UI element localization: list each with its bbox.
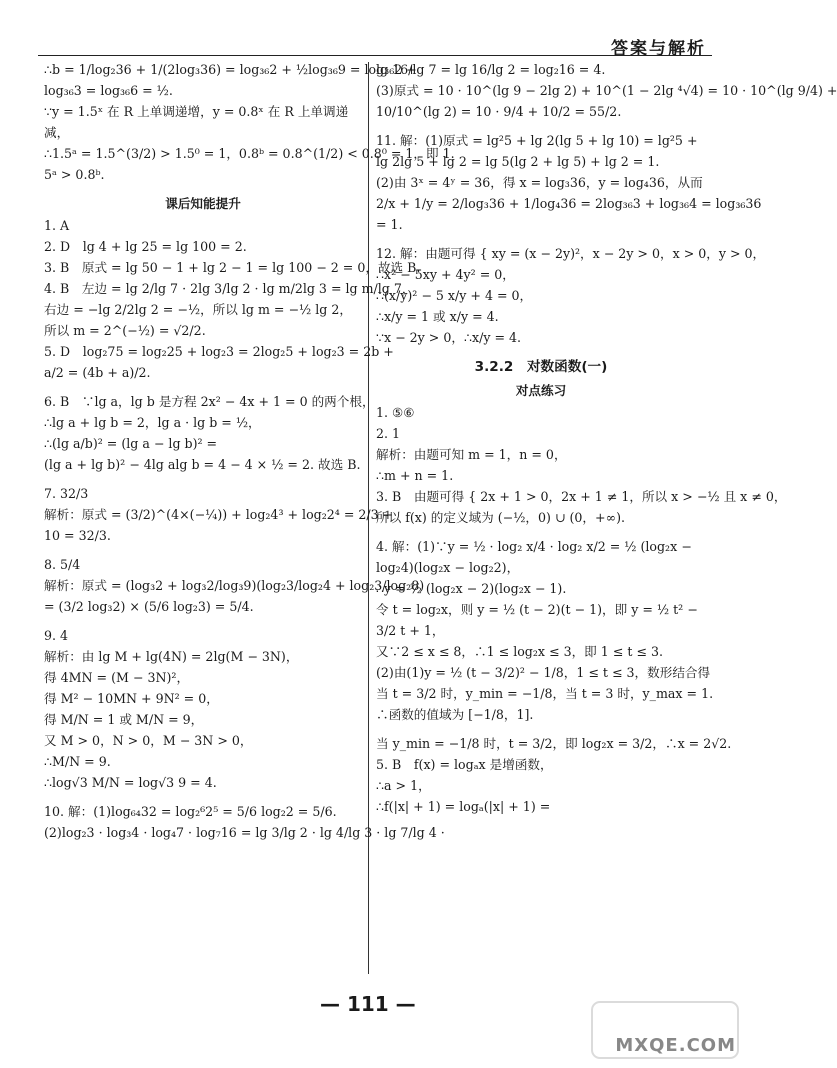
left-line: ∴b = 1/log₂36 + 1/(2log₃36) = log₃₆2 + ½log₃₆9 = log₃₆2 + <box>44 62 417 77</box>
left-line: ∴(lg a/b)² = (lg a − lg b)² = <box>44 436 218 451</box>
right-line: 当 t = 3/2 时，y_min = −1/8，当 t = 3 时，y_max = 1. <box>376 686 714 701</box>
watermark-text: MXQE.COM <box>615 1035 736 1056</box>
right-line: (2)由 3ˣ = 4ʸ = 36，得 x = log₃36，y = log₄36，从而 <box>376 175 703 190</box>
right-line: ∵x − 2y > 0，∴x/y = 4. <box>376 330 522 345</box>
left-line: 9. 4 <box>44 628 69 643</box>
right-column <box>376 62 837 820</box>
left-line: 10. 解：(1)log₆₄32 = log₂⁶2⁵ = 5/6 log₂2 = 5/6. <box>44 804 337 819</box>
right-line: 令 t = log₂x，则 y = ½ (t − 2)(t − 1)，即 y = ½ t² − <box>376 602 698 617</box>
left-line: 5ᵃ > 0.8ᵇ. <box>44 167 105 182</box>
right-line: ∴函数的值域为 [−1/8，1]. <box>376 707 534 722</box>
right-line: 又∵2 ≤ x ≤ 8，∴1 ≤ log₂x ≤ 3，即 1 ≤ t ≤ 3. <box>376 644 663 659</box>
left-line: 1. A <box>44 218 70 233</box>
left-line: 得 4MN = (M − 3N)²， <box>44 670 190 685</box>
right-line: (2)由(1)y = ½ (t − 3/2)² − 1/8，1 ≤ t ≤ 3，数形结合得 <box>376 665 711 680</box>
left-line: 又 M > 0，N > 0，M − 3N > 0， <box>44 733 253 748</box>
left-line: 5. D log₂75 = log₂25 + log₂3 = 2log₂5 + log₂3 = 2b + <box>44 344 394 359</box>
right-line: ∴m + n = 1. <box>376 468 454 483</box>
left-line: 8. 5/4 <box>44 557 81 572</box>
left-line: 减， <box>44 125 70 140</box>
right-line: log₂4)(log₂x − log₂2)， <box>376 560 520 575</box>
right-line: ∴x/y = 1 或 x/y = 4. <box>376 309 499 324</box>
right-line: ∴y = ½ (log₂x − 2)(log₂x − 1). <box>376 581 567 596</box>
left-line: = (3/2 log₃2) × (5/6 log₂3) = 5/4. <box>44 599 254 614</box>
right-line: 4. 解：(1)∵y = ½ · log₂ x/4 · log₂ x/2 = ½ (log₂x − <box>376 539 692 554</box>
right-line: 12. 解：由题可得 { xy = (x − 2y)²，x − 2y > 0，x > 0，y > 0， <box>376 246 766 261</box>
right-line: 当 y_min = −1/8 时，t = 3/2，即 log₂x = 3/2，∴x = 2√2. <box>376 736 732 751</box>
right-line: 5. B f(x) = logₐx 是增函数， <box>376 757 553 772</box>
right-line: 解析：由题可知 m = 1，n = 0， <box>376 447 567 462</box>
left-line: ∴1.5ᵃ = 1.5^(3/2) > 1.5⁰ = 1，0.8ᵇ = 0.8^(1/2) < 0.8⁰ = 1，即 1. <box>44 146 455 161</box>
right-line: ∴x² − 5xy + 4y² = 0， <box>376 267 515 282</box>
left-line: log₃₆3 = log₃₆6 = ½. <box>44 83 173 98</box>
right-line: 3.2.2 对数函数(一) <box>474 359 608 375</box>
right-line: lg 16/lg 7 = lg 16/lg 2 = log₂16 = 4. <box>376 62 606 77</box>
left-line: 2. D lg 4 + lg 25 = lg 100 = 2. <box>44 239 247 254</box>
left-line: ∴M/N = 9. <box>44 754 111 769</box>
left-line: a/2 = (4b + a)/2. <box>44 365 151 380</box>
left-line: 6. B ∵lg a，lg b 是方程 2x² − 4x + 1 = 0 的两个根， <box>44 394 375 409</box>
left-line: 得 M/N = 1 或 M/N = 9， <box>44 712 204 727</box>
left-line: 课后知能提升 <box>165 196 241 211</box>
left-line: 4. B 左边 = lg 2/lg 7 · 2lg 3/lg 2 · lg m/2lg 3 = lg m/lg 7， <box>44 281 415 296</box>
left-line: 解析：由 lg M + lg(4N) = 2lg(M − 3N)， <box>44 649 299 664</box>
right-line: lg 2lg 5 + lg 2 = lg 5(lg 2 + lg 5) + lg 2 = 1. <box>376 154 660 169</box>
left-line: ∴lg a + lg b = 2，lg a · lg b = ½， <box>44 415 261 430</box>
left-line: 7. 32/3 <box>44 486 89 501</box>
right-line: 2. 1 <box>376 426 401 441</box>
right-line: 2/x + 1/y = 2/log₃36 + 1/log₄36 = 2log₃₆3 + log₃₆4 = log₃₆36 <box>376 196 762 211</box>
header-title: 答案与解析 <box>611 39 706 59</box>
right-line: ∴(x/y)² − 5 x/y + 4 = 0， <box>376 288 533 303</box>
left-line: 解析：原式 = (log₃2 + log₃2/log₃9)(log₂3/log₂4 + log₂3/log₂8) <box>44 578 425 593</box>
right-line: 3. B 由题可得 { 2x + 1 > 0，2x + 1 ≠ 1，所以 x > −½ 且 x ≠ 0， <box>376 489 787 504</box>
right-line: 对点练习 <box>515 383 567 398</box>
left-line: (2)log₂3 · log₃4 · log₄7 · log₇16 = lg 3/lg 2 · lg 4/lg 3 · lg 7/lg 4 · <box>44 825 445 840</box>
right-line: 1. ⑤⑥ <box>376 405 415 420</box>
right-line: 所以 f(x) 的定义域为 (−½，0) ∪ (0，+∞). <box>376 510 625 525</box>
left-line: 所以 m = 2^(−½) = √2/2. <box>44 323 206 338</box>
left-line: 右边 = −lg 2/2lg 2 = −½，所以 lg m = −½ lg 2， <box>44 302 352 317</box>
left-line: 解析：原式 = (3/2)^(4×(−¼)) + log₂4³ + log₂2⁴ = 2/3 + <box>44 507 394 522</box>
left-line: ∴log√3 M/N = log√3 9 = 4. <box>44 775 217 790</box>
left-line: ∵y = 1.5ˣ 在 R 上单调递增，y = 0.8ˣ 在 R 上单调递 <box>44 104 349 119</box>
right-line: 10/10^(lg 2) = 10 · 9/4 + 10/2 = 55/2. <box>376 104 622 119</box>
left-line: (lg a + lg b)² − 4lg alg b = 4 − 4 × ½ = 2. 故选 B. <box>44 457 361 472</box>
right-line: 11. 解：(1)原式 = lg²5 + lg 2(lg 5 + lg 10) = lg²5 + <box>376 133 698 148</box>
right-line: = 1. <box>376 217 403 232</box>
right-line: ∴f(|x| + 1) = logₐ(|x| + 1) = <box>376 799 551 814</box>
left-line: 得 M² − 10MN + 9N² = 0， <box>44 691 219 706</box>
left-line: 3. B 原式 = lg 50 − 1 + lg 2 − 1 = lg 100 − 2 = 0，故选 B. <box>44 260 421 275</box>
left-line: 10 = 32/3. <box>44 528 111 543</box>
right-line: ∴a > 1， <box>376 778 431 793</box>
right-line: 3/2 t + 1， <box>376 623 445 638</box>
right-line: (3)原式 = 10 · 10^(lg 9 − 2lg 2) + 10^(1 − 2lg ⁴√4) = 10 · 10^(lg 9/4) + <box>376 83 837 98</box>
header-rule <box>38 55 712 56</box>
page-number: — 111 — <box>320 992 416 1016</box>
